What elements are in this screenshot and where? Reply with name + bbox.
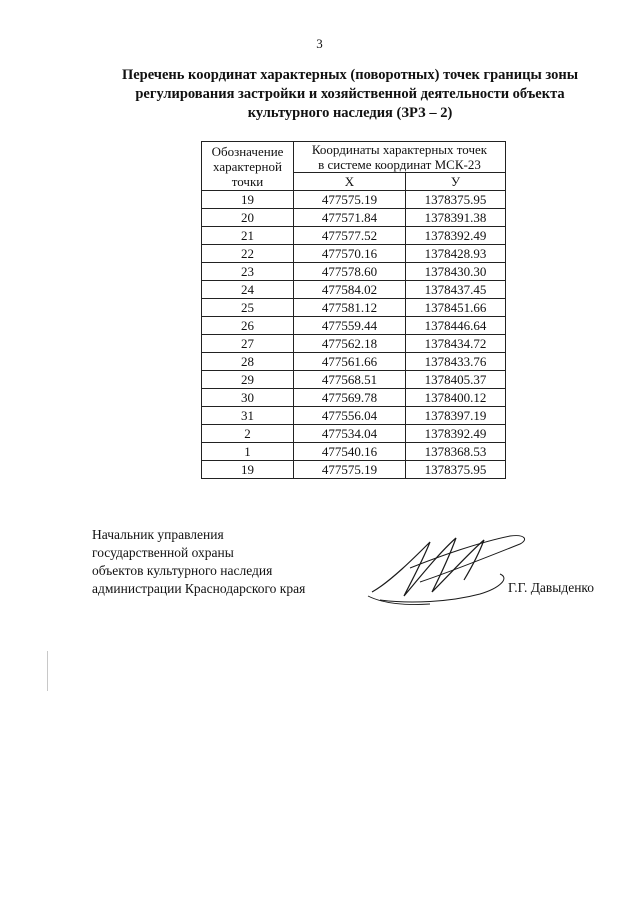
point-cell: 25 [202, 299, 294, 317]
page-number: 3 [316, 36, 323, 51]
y-column-header: У [406, 173, 506, 191]
table-row [202, 245, 506, 263]
table-row [202, 317, 506, 335]
x-coordinate-cell: 477571.84 [294, 209, 406, 227]
title-line-2: регулирования застройки и хозяйственной деятельности объекта [135, 86, 565, 102]
table-row [202, 335, 506, 353]
x-coordinate-cell: 477584.02 [294, 281, 406, 299]
point-cell: 24 [202, 281, 294, 299]
document-title [95, 66, 605, 123]
x-coordinate-cell: 477575.19 [294, 191, 406, 209]
y-coordinate-cell: 1378375.95 [406, 461, 506, 479]
signatory-position [92, 526, 305, 598]
y-coordinate-cell: 1378392.49 [406, 425, 506, 443]
coordinates-table-body [202, 191, 506, 479]
point-column-header [202, 142, 294, 191]
signatory-name: Г.Г. Давыденко [508, 580, 595, 595]
x-coordinate-cell: 477575.19 [294, 461, 406, 479]
point-cell: 1 [202, 443, 294, 461]
point-cell: 28 [202, 353, 294, 371]
x-coordinate-cell: 477556.04 [294, 407, 406, 425]
point-cell: 27 [202, 335, 294, 353]
point-cell: 19 [202, 461, 294, 479]
y-coordinate-cell: 1378434.72 [406, 335, 506, 353]
position-line-2: государственной охраны [92, 545, 234, 560]
point-cell: 20 [202, 209, 294, 227]
table-row [202, 443, 506, 461]
point-cell: 29 [202, 371, 294, 389]
point-cell: 26 [202, 317, 294, 335]
x-coordinate-cell: 477562.18 [294, 335, 406, 353]
margin-mark [47, 651, 48, 691]
x-coordinate-cell: 477540.16 [294, 443, 406, 461]
position-line-1: Начальник управления [92, 527, 224, 542]
table-row [202, 425, 506, 443]
x-coordinate-cell: 477577.52 [294, 227, 406, 245]
y-coordinate-cell: 1378397.19 [406, 407, 506, 425]
y-coordinate-cell: 1378368.53 [406, 443, 506, 461]
y-coordinate-cell: 1378451.66 [406, 299, 506, 317]
y-coordinate-cell: 1378405.37 [406, 371, 506, 389]
point-cell: 22 [202, 245, 294, 263]
table-row [202, 209, 506, 227]
y-coordinate-cell: 1378433.76 [406, 353, 506, 371]
y-coordinate-cell: 1378400.12 [406, 389, 506, 407]
x-coordinate-cell: 477581.12 [294, 299, 406, 317]
y-coordinate-cell: 1378430.30 [406, 263, 506, 281]
point-cell: 21 [202, 227, 294, 245]
y-coordinate-cell: 1378392.49 [406, 227, 506, 245]
x-coordinate-cell: 477561.66 [294, 353, 406, 371]
position-line-4: администрации Краснодарского края [92, 581, 306, 596]
table-row [202, 353, 506, 371]
coordinates-header [294, 142, 506, 173]
point-cell: 19 [202, 191, 294, 209]
y-coordinate-cell: 1378446.64 [406, 317, 506, 335]
y-coordinate-cell: 1378375.95 [406, 191, 506, 209]
point-cell: 2 [202, 425, 294, 443]
x-coordinate-cell: 477569.78 [294, 389, 406, 407]
table-row [202, 263, 506, 281]
y-coordinate-cell: 1378437.45 [406, 281, 506, 299]
x-coordinate-cell: 477578.60 [294, 263, 406, 281]
table-row [202, 299, 506, 317]
table-row [202, 371, 506, 389]
position-line-3: объектов культурного наследия [92, 563, 273, 578]
x-column-header: Х [294, 173, 406, 191]
handwritten-signature [360, 522, 530, 610]
x-coordinate-cell: 477559.44 [294, 317, 406, 335]
table-row [202, 407, 506, 425]
coordinates-table [201, 141, 506, 479]
title-line-3: культурного наследия (ЗРЗ – 2) [247, 105, 453, 121]
point-header-line-2: характерной [213, 158, 282, 174]
y-coordinate-cell: 1378428.93 [406, 245, 506, 263]
table-row [202, 461, 506, 479]
point-cell: 23 [202, 263, 294, 281]
point-header-line-1: Обозначение [211, 143, 284, 159]
table-row [202, 281, 506, 299]
x-coordinate-cell: 477568.51 [294, 371, 406, 389]
coordinates-header-line-1: Координаты характерных точек [311, 142, 488, 157]
point-cell: 30 [202, 389, 294, 407]
x-coordinate-cell: 477534.04 [294, 425, 406, 443]
x-coordinate-cell: 477570.16 [294, 245, 406, 263]
table-row [202, 389, 506, 407]
coordinates-header-line-2: в системе координат МСК-23 [318, 157, 481, 172]
table-row [202, 227, 506, 245]
title-line-1: Перечень координат характерных (поворотных) точек границы зоны [121, 67, 579, 83]
point-header-line-3: точки [231, 173, 264, 189]
point-cell: 31 [202, 407, 294, 425]
table-row [202, 191, 506, 209]
y-coordinate-cell: 1378391.38 [406, 209, 506, 227]
